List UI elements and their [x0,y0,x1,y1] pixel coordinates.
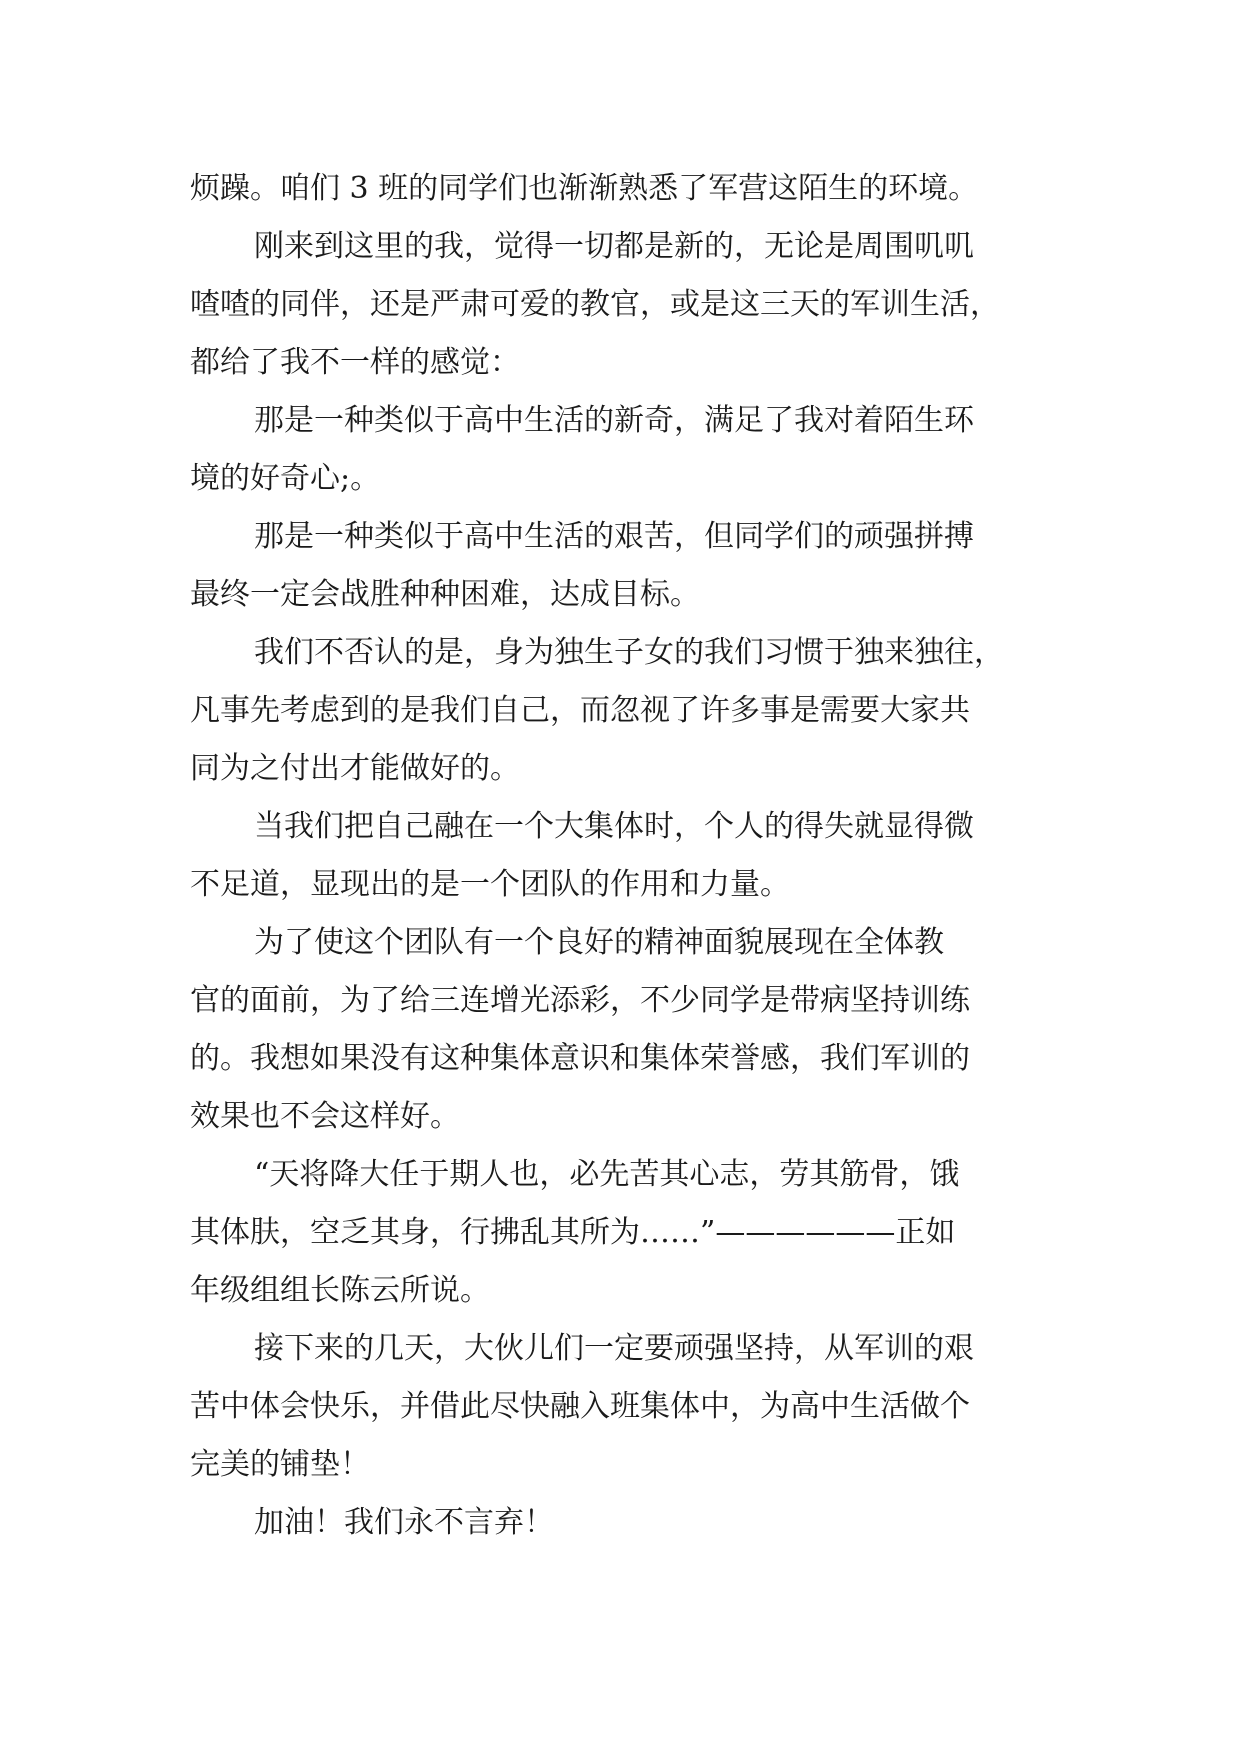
text-line: 都给了我不一样的感觉： [190,345,520,380]
closing-line: 加油！我们永不言弃！ [254,1505,554,1540]
text-line: 年级组组长陈云所说。 [190,1273,490,1308]
quote-first-line: “天将降大任于期人也，必先苦其心志，劳其筋骨，饿 [254,1157,960,1192]
text-line: 最终一定会战胜种种困难，达成目标。 [190,577,700,612]
text-line: 的。我想如果没有这种集体意识和集体荣誉感，我们军训的 [190,1041,970,1076]
paragraph-first-line: 为了使这个团队有一个良好的精神面貌展现在全体教 [254,925,944,960]
text-line: 完美的铺垫！ [190,1447,370,1482]
paragraph-first-line: 那是一种类似于高中生活的艰苦，但同学们的顽强拼搏 [254,519,974,554]
text-line: 同为之付出才能做好的。 [190,751,520,786]
text-line: 其体肤，空乏其身，行拂乱其所为……”——————正如 [190,1215,956,1250]
document-body [190,160,1060,1552]
text-line: 不足道，显现出的是一个团队的作用和力量。 [190,867,790,902]
text-line: 效果也不会这样好。 [190,1099,460,1134]
text-line: 烦躁。咱们 3 班的同学们也渐渐熟悉了军营这陌生的环境。 [190,171,979,206]
text-line: 喳喳的同伴，还是严肃可爱的教官，或是这三天的军训生活， [190,287,1000,322]
paragraph-first-line: 当我们把自己融在一个大集体时，个人的得失就显得微 [254,809,974,844]
paragraph-first-line: 刚来到这里的我，觉得一切都是新的，无论是周围叽叽 [254,229,974,264]
text-line: 官的面前，为了给三连增光添彩，不少同学是带病坚持训练 [190,983,970,1018]
text-line: 凡事先考虑到的是我们自己，而忽视了许多事是需要大家共 [190,693,970,728]
paragraph-first-line: 那是一种类似于高中生活的新奇，满足了我对着陌生环 [254,403,974,438]
text-line: 苦中体会快乐，并借此尽快融入班集体中，为高中生活做个 [190,1389,970,1424]
paragraph-first-line: 接下来的几天，大伙儿们一定要顽强坚持，从军训的艰 [254,1331,974,1366]
text-line: 境的好奇心;。 [190,461,381,496]
paragraph-first-line: 我们不否认的是，身为独生子女的我们习惯于独来独往， [254,635,1004,670]
